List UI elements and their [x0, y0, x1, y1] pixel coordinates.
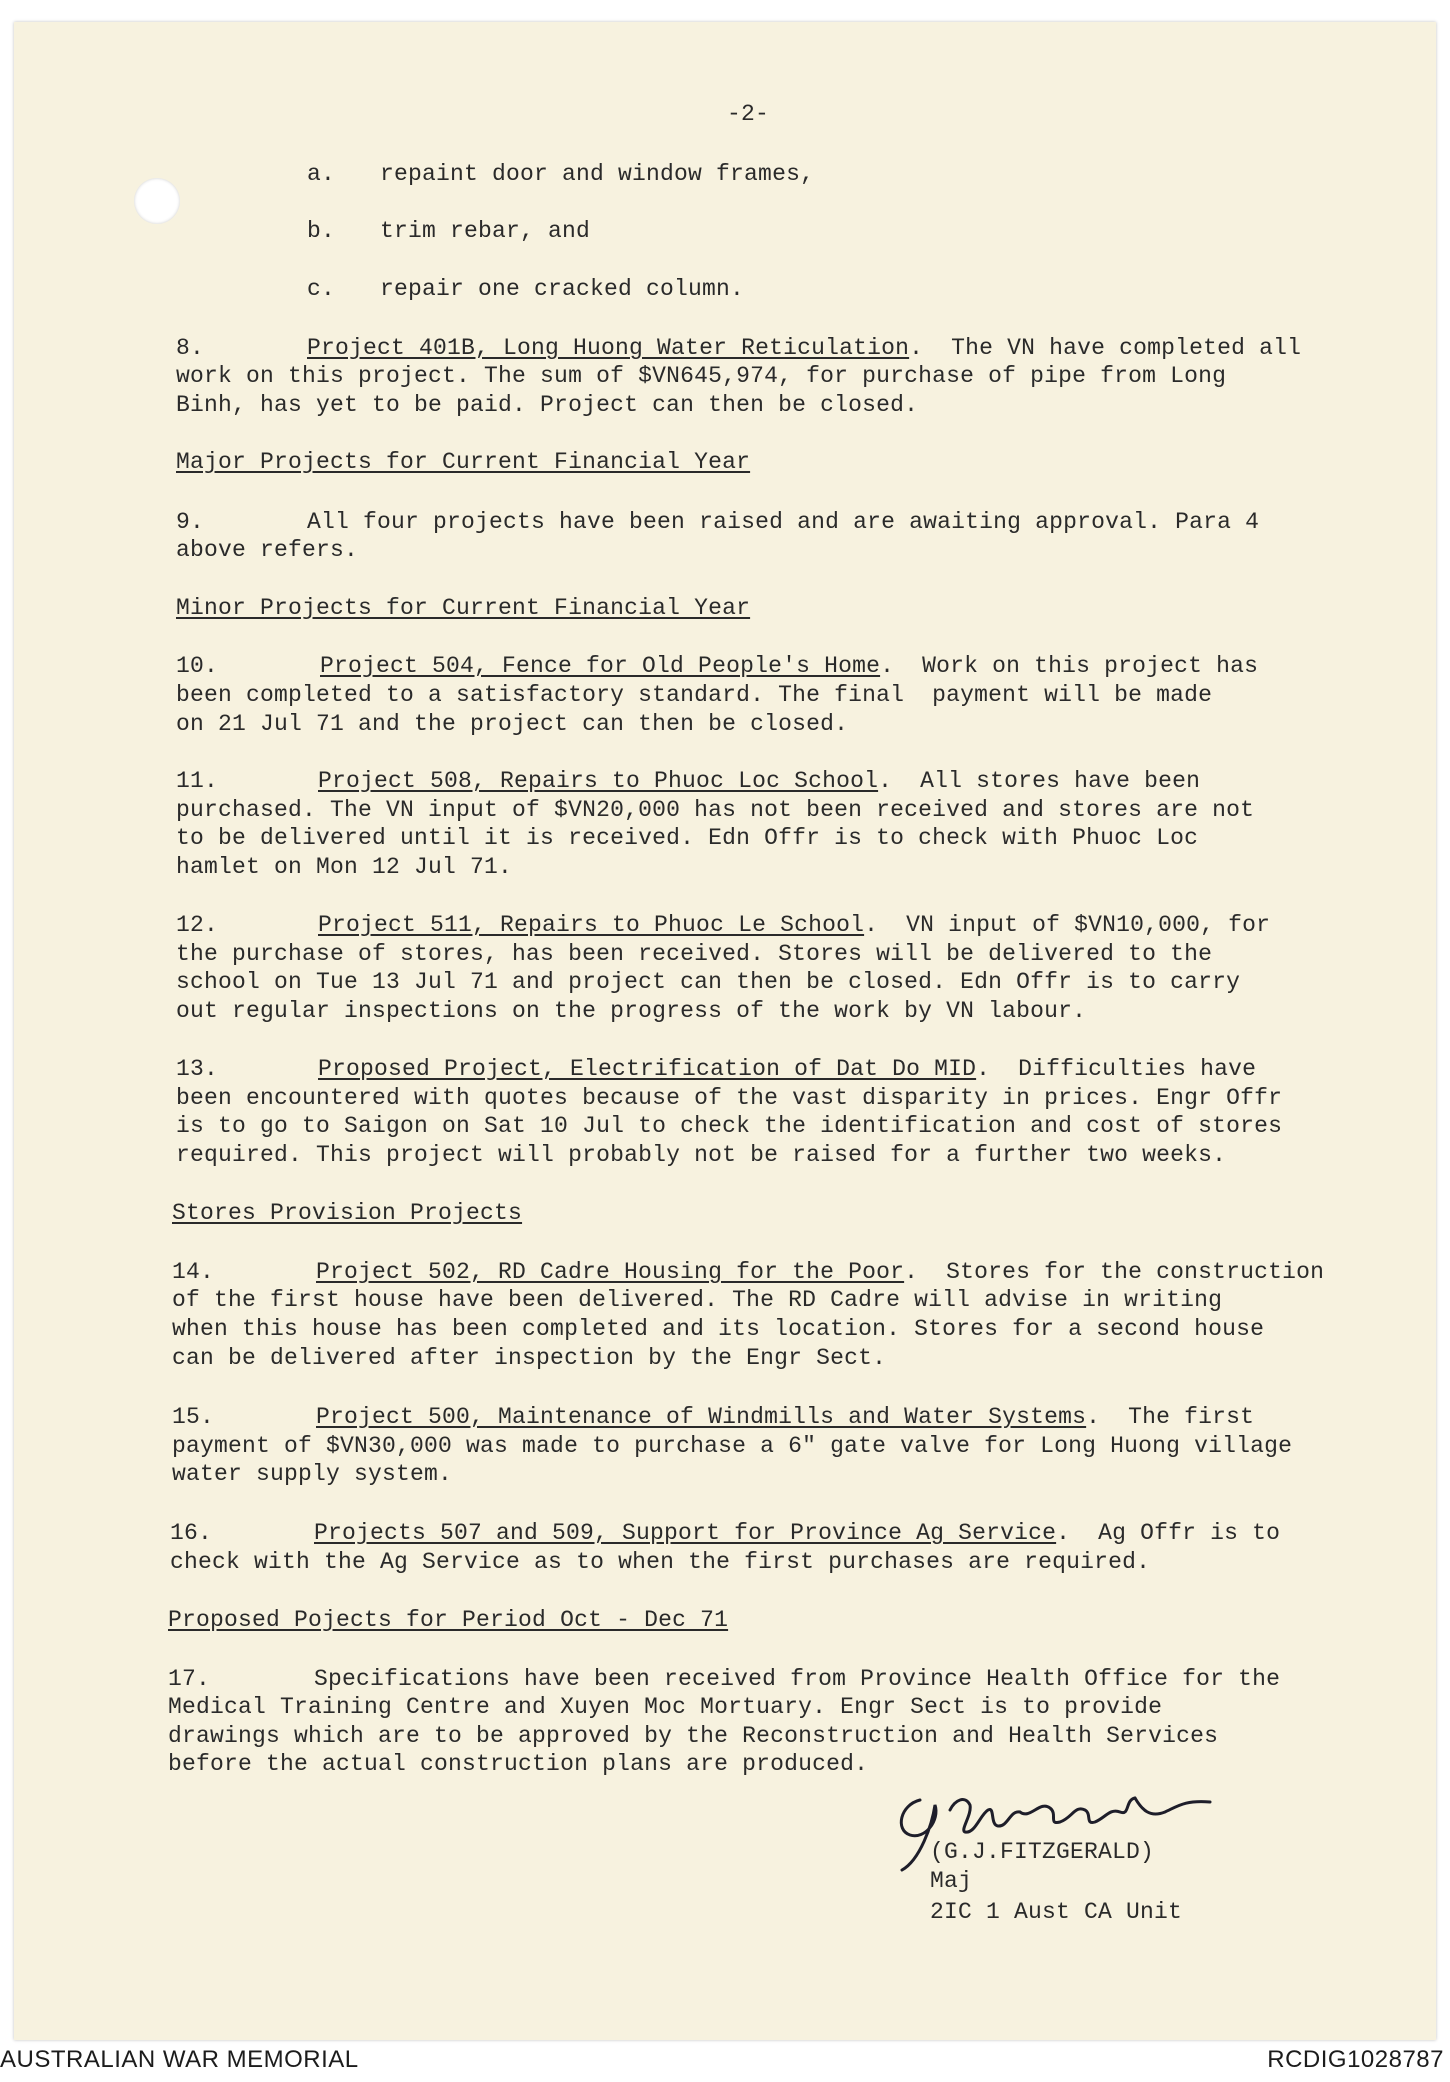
- paragraph-number: 11.: [176, 768, 219, 794]
- list-item-letter: c.: [307, 276, 336, 302]
- paragraph-line: of the first house have been delivered. The RD Cadre will advise in writing: [172, 1287, 1223, 1313]
- paragraph-line: All four projects have been raised and are awaiting approval. Para 4: [307, 509, 1260, 535]
- paragraph-line: work on this project. The sum of $VN645,974, for purchase of pipe from Long: [176, 363, 1227, 389]
- paragraph-line: to be delivered until it is received. Edn Offr is to check with Phuoc Loc: [176, 825, 1199, 851]
- paragraph-number: 13.: [176, 1056, 219, 1082]
- paragraph-line: school on Tue 13 Jul 71 and project can then be closed. Edn Offr is to carry: [176, 969, 1241, 995]
- footer-source: AUSTRALIAN WAR MEMORIAL: [0, 2046, 359, 2073]
- paragraph-line: before the actual construction plans are produced.: [168, 1751, 869, 1777]
- footer-identifier: RCDIG1028787: [1267, 2046, 1444, 2073]
- section-heading-minor: Minor Projects for Current Financial Year: [176, 595, 751, 621]
- paragraph-line: water supply system.: [172, 1461, 453, 1487]
- project-title: Project 504, Fence for Old People's Home: [320, 653, 881, 679]
- signatory-name: (G.J.FITZGERALD): [930, 1839, 1155, 1865]
- punch-hole: [134, 178, 180, 224]
- paragraph-line: purchased. The VN input of $VN20,000 has not been received and stores are not: [176, 797, 1255, 823]
- list-item-text: repair one cracked column.: [380, 276, 745, 302]
- paragraph-line: above refers.: [176, 537, 359, 563]
- paragraph-number: 15.: [172, 1404, 215, 1430]
- project-title: Project 500, Maintenance of Windmills and Water Systems: [316, 1404, 1087, 1430]
- paragraph-16-line-1: Projects 507 and 509, Support for Province Ag Service. Ag Offr is to: [314, 1520, 1281, 1546]
- paragraph-line: Medical Training Centre and Xuyen Moc Mortuary. Engr Sect is to provide: [168, 1694, 1163, 1720]
- paragraph-line: Binh, has yet to be paid. Project can then be closed.: [176, 392, 919, 418]
- paragraph-12-line-1: Project 511, Repairs to Phuoc Le School. VN input of $VN10,000, for: [318, 912, 1271, 938]
- section-heading-major: Major Projects for Current Financial Year: [176, 449, 751, 475]
- paragraph-13-line-1: Proposed Project, Electrification of Dat Do MID. Difficulties have: [318, 1056, 1257, 1082]
- project-title: Project 401B, Long Huong Water Reticulation: [307, 335, 910, 361]
- list-item-letter: b.: [307, 218, 336, 244]
- list-item-letter: a.: [307, 161, 336, 187]
- paragraph-number: 8.: [176, 335, 205, 361]
- paragraph-line: out regular inspections on the progress of the work by VN labour.: [176, 998, 1087, 1024]
- paragraph-line: drawings which are to be approved by the Reconstruction and Health Services: [168, 1723, 1219, 1749]
- paragraph-14-line-1: Project 502, RD Cadre Housing for the Poor. Stores for the construction: [316, 1259, 1325, 1285]
- paragraph-number: 10.: [176, 653, 219, 679]
- paragraph-number: 16.: [170, 1520, 213, 1546]
- signatory-rank: Maj: [930, 1868, 973, 1894]
- paragraph-line: the purchase of stores, has been received. Stores will be delivered to the: [176, 941, 1213, 967]
- paragraph-line: been completed to a satisfactory standard. The final payment will be made: [176, 682, 1213, 708]
- project-title: Project 511, Repairs to Phuoc Le School: [318, 912, 865, 938]
- paragraph-number: 14.: [172, 1259, 215, 1285]
- paragraph-line: can be delivered after inspection by the Engr Sect.: [172, 1345, 887, 1371]
- project-title: Projects 507 and 509, Support for Province Ag Service: [314, 1520, 1057, 1546]
- paragraph-11-line-1: Project 508, Repairs to Phuoc Loc School. All stores have been: [318, 768, 1201, 794]
- signatory-unit: 2IC 1 Aust CA Unit: [930, 1899, 1183, 1925]
- paragraph-line: when this house has been completed and its location. Stores for a second house: [172, 1316, 1265, 1342]
- project-title: Project 502, RD Cadre Housing for the Poor: [316, 1259, 905, 1285]
- section-heading-proposed: Proposed Pojects for Period Oct - Dec 71: [168, 1607, 729, 1633]
- paragraph-15-line-1: Project 500, Maintenance of Windmills and Water Systems. The first: [316, 1404, 1255, 1430]
- paragraph-number: 17.: [168, 1666, 211, 1692]
- paragraph-number: 12.: [176, 912, 219, 938]
- page-number: -2-: [727, 101, 770, 127]
- paragraph-line: on 21 Jul 71 and the project can then be closed.: [176, 711, 849, 737]
- paragraph-8-line-1: Project 401B, Long Huong Water Reticulation. The VN have completed all: [307, 335, 1302, 361]
- paragraph-line: hamlet on Mon 12 Jul 71.: [176, 854, 513, 880]
- paragraph-10-line-1: Project 504, Fence for Old People's Home. Work on this project has: [320, 653, 1259, 679]
- section-heading-stores: Stores Provision Projects: [172, 1200, 523, 1226]
- paragraph-line: payment of $VN30,000 was made to purchase a 6" gate valve for Long Huong village: [172, 1433, 1293, 1459]
- paragraph-line: is to go to Saigon on Sat 10 Jul to check the identification and cost of stores: [176, 1113, 1283, 1139]
- list-item-text: repaint door and window frames,: [380, 161, 815, 187]
- project-title: Proposed Project, Electrification of Dat Do MID: [318, 1056, 977, 1082]
- paragraph-line: been encountered with quotes because of the vast disparity in prices. Engr Offr: [176, 1085, 1283, 1111]
- paragraph-number: 9.: [176, 509, 205, 535]
- list-item-text: trim rebar, and: [380, 218, 591, 244]
- paragraph-line: required. This project will probably not be raised for a further two weeks.: [176, 1142, 1227, 1168]
- paragraph-line: check with the Ag Service as to when the first purchases are required.: [170, 1549, 1151, 1575]
- paragraph-line: Specifications have been received from Province Health Office for the: [314, 1666, 1281, 1692]
- project-title: Project 508, Repairs to Phuoc Loc School: [318, 768, 879, 794]
